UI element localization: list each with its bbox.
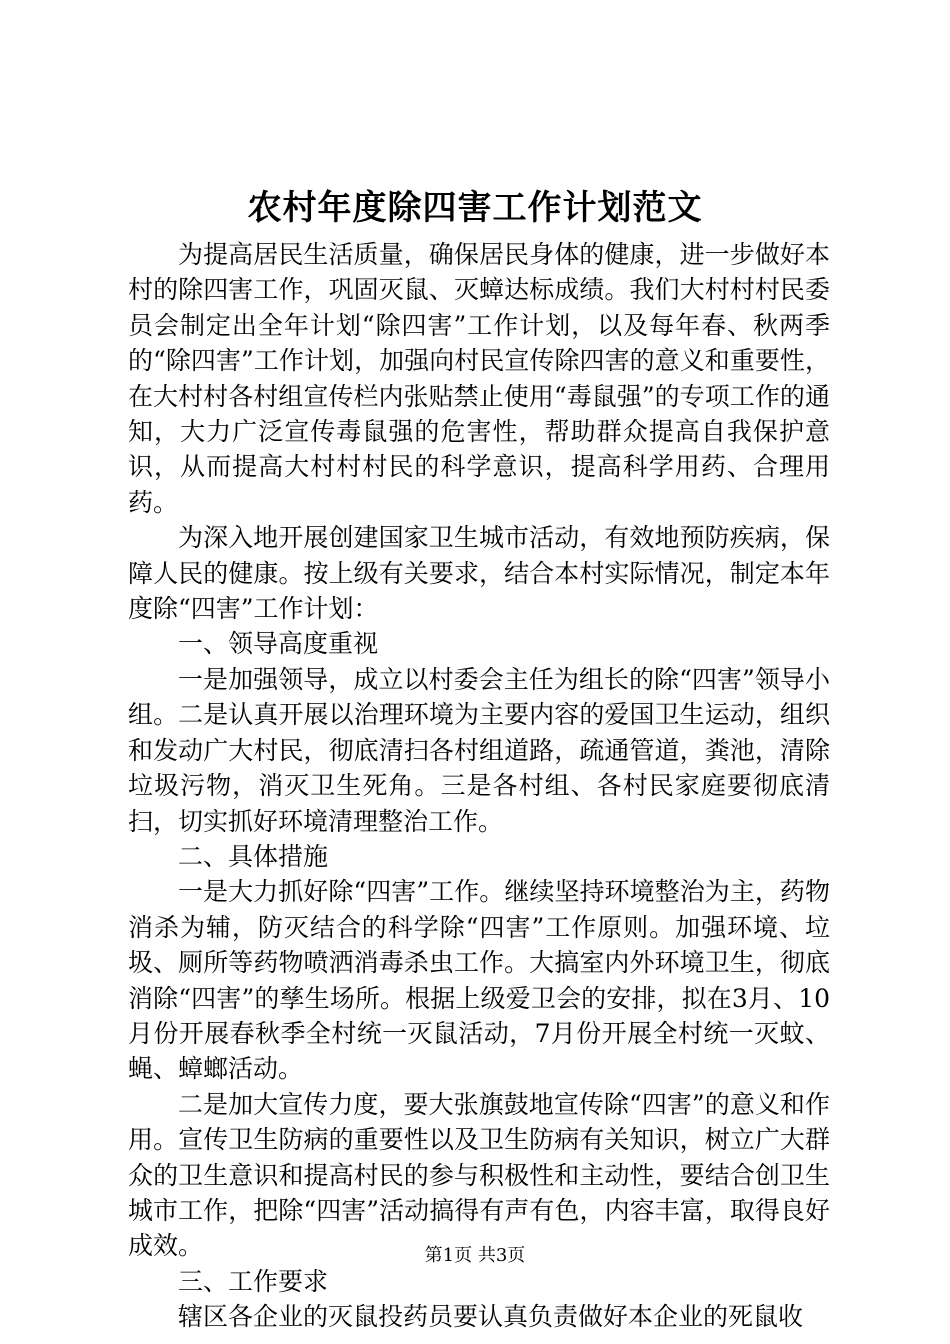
document-title: 农村年度除四害工作计划范文 — [247, 188, 703, 228]
document-body — [128, 237, 830, 1335]
paragraph: 一是加强领导，成立以村委会主任为组长的除“四害”领导小组。二是认真开展以治理环境为主要内容的爱国卫生运动，组织和发动广大村民，彻底清扫各村组道路，疏通管道，粪池，清除垃圾污物，消灭卫生死角。三是各村组、各村民家庭要彻底清扫，切实抓好环境清理整治工作。 — [128, 664, 830, 836]
paragraph: 二是加大宣传力度，要大张旗鼓地宣传除“四害”的意义和作用。宣传卫生防病的重要性以及卫生防病有关知识，树立广大群众的卫生意识和提高村民的参与积极性和主动性，要结合创卫生城市工作，把除“四害”活动搞得有声有色，内容丰富，取得良好成效。 — [128, 1089, 830, 1261]
paragraph: 一是大力抓好除“四害”工作。继续坚持环境整治为主，药物消杀为辅，防灭结合的科学除“四害”工作原则。加强环境、垃圾、厕所等药物喷洒消毒杀虫工作。大搞室内外环境卫生，彻底消除“四害”的孳生场所。根据上级爱卫会的安排，拟在3月、10月份开展春秋季全村统一灭鼠活动，7月份开展全村统一灭蚊、蝇、蟑螂活动。 — [128, 877, 830, 1084]
paragraph: 为提高居民生活质量，确保居民身体的健康，进一步做好本村的除四害工作，巩固灭鼠、灭蟑达标成绩。我们大村村村民委员会制定出全年计划“除四害”工作计划，以及每年春、秋两季的“除四害”工作计划，加强向村民宣传除四害的意义和重要性，在大村村各村组宣传栏内张贴禁止使用“毒鼠强”的专项工作的通知，大力广泛宣传毒鼠强的危害性，帮助群众提高自我保护意识，从而提高大村村村民的科学意识，提高科学用药、合理用药。 — [128, 240, 830, 517]
paragraph: 辖区各企业的灭鼠投药员要认真负责做好本企业的死鼠收 — [178, 1302, 804, 1332]
section-heading: 三、工作要求 — [178, 1266, 329, 1296]
section-heading: 一、领导高度重视 — [178, 629, 379, 659]
section-heading: 二、具体措施 — [178, 841, 329, 871]
paragraph: 为深入地开展创建国家卫生城市活动，有效地预防疾病，保障人民的健康。按上级有关要求，结合本村实际情况，制定本年度除“四害”工作计划： — [128, 523, 830, 624]
page-footer: 第1页 共3页 — [424, 1245, 526, 1266]
